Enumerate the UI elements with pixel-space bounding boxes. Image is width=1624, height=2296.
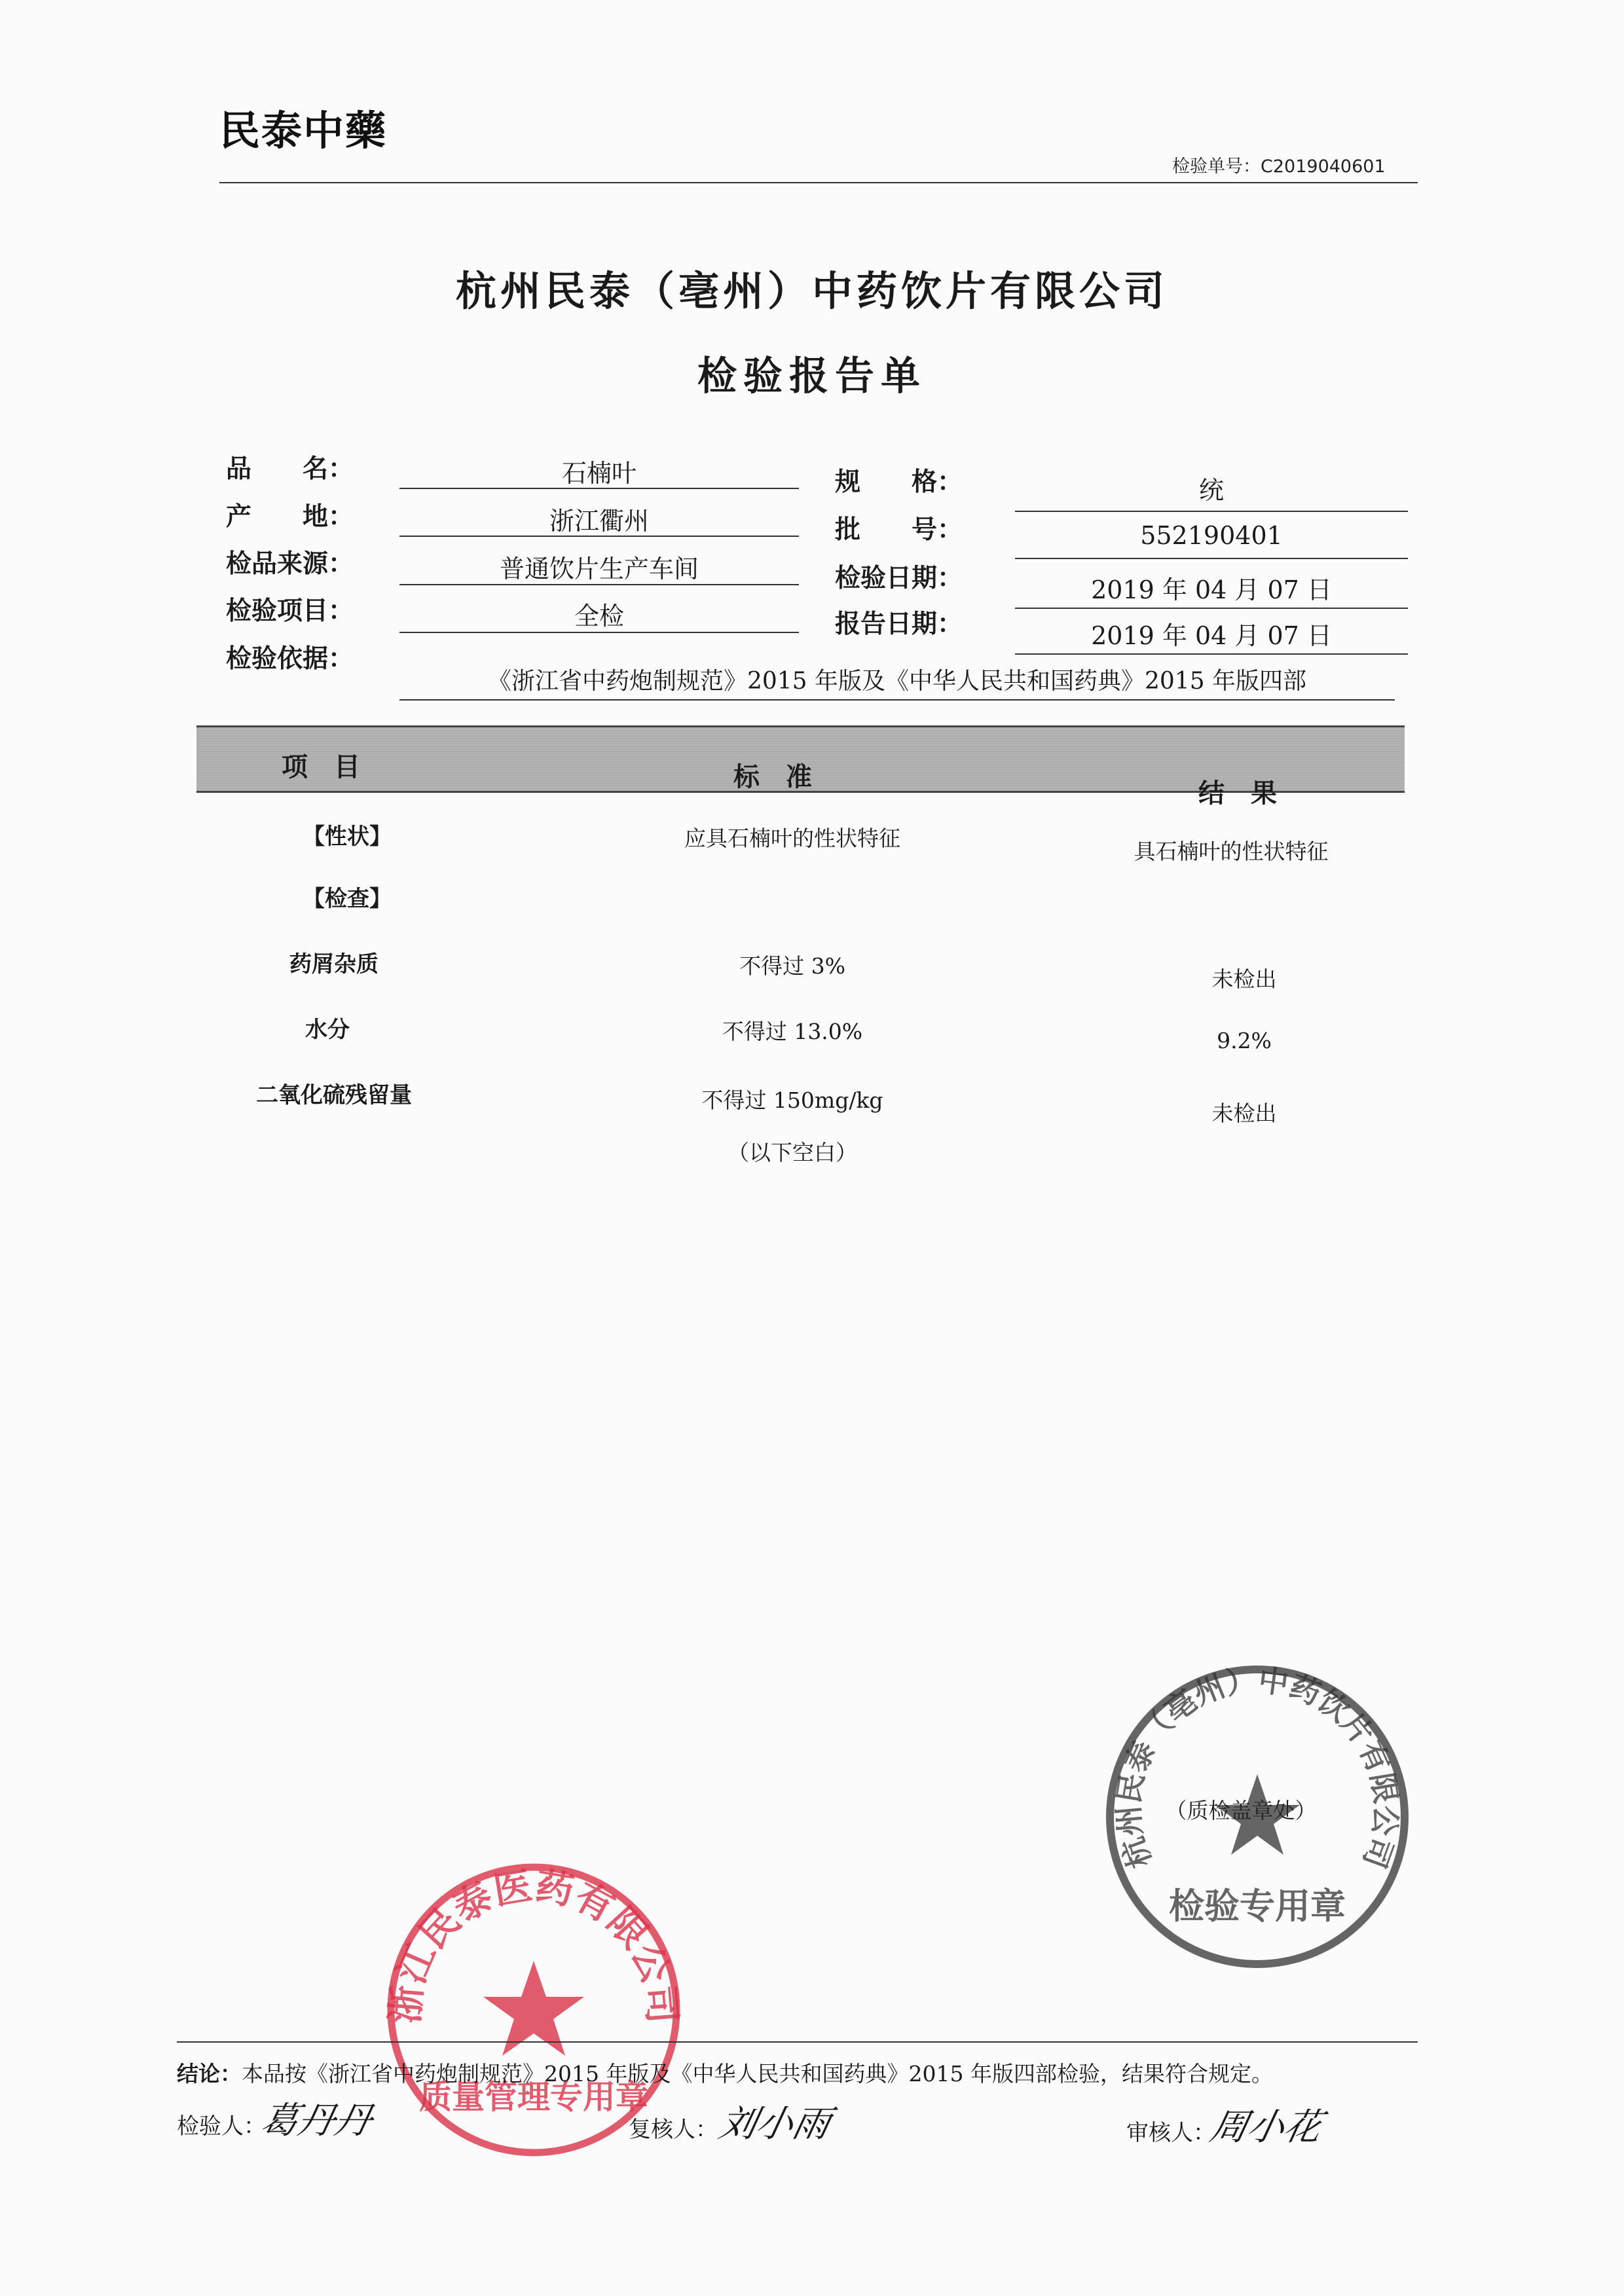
reviewer-label: 复核人： [629, 2117, 718, 2143]
column-header-standard: 标准 [733, 762, 838, 792]
row-standard: 不得过 3% [739, 953, 845, 979]
basis-underline [399, 699, 1395, 701]
inspector-signature: 葛丹丹 [257, 2100, 376, 2142]
row-result: 未检出 [1211, 1101, 1277, 1126]
company-logo: 民泰中藥 [219, 107, 388, 155]
column-header-item: 项目 [282, 752, 386, 782]
source-label: 检品来源： [226, 549, 354, 579]
reviewer-signature: 刘小雨 [715, 2103, 834, 2145]
report-number-value: C2019040601 [1261, 156, 1386, 177]
row-item: 【性状】 [303, 824, 392, 850]
basis-value: 《浙江省中药炮制规范》2015 年版及《中华人民共和国药典》2015 年版四部 [487, 668, 1307, 695]
report-date-label: 报告日期： [835, 610, 963, 639]
header-divider [219, 182, 1418, 183]
blank-note: （以下空白） [728, 1140, 857, 1165]
spec-value: 统 [1198, 476, 1224, 505]
qc-stamp-note: （质检盖章处） [1165, 1798, 1317, 1823]
row-standard: 应具石楠叶的性状特征 [684, 826, 900, 851]
test-date-underline [1015, 608, 1408, 609]
origin-value: 浙江衢州 [549, 507, 649, 536]
spec-underline [1015, 511, 1408, 512]
row-standard: 不得过 150mg/kg [701, 1087, 883, 1113]
test-item-value: 全检 [574, 602, 624, 630]
test-date-label: 检验日期： [835, 564, 963, 593]
batch-underline [1015, 558, 1408, 559]
source-value: 普通饮片生产车间 [499, 555, 699, 583]
company-title: 杭州民泰（亳州）中药饮片有限公司 [455, 267, 1168, 315]
conclusion-divider [177, 2041, 1418, 2043]
row-item: 二氧化硫残留量 [256, 1082, 412, 1108]
qc-stamp-outer-text: 杭州民泰（亳州）中药饮片有限公司 [1110, 1662, 1405, 1873]
test-date-value: 2019 年 04 月 07 日 [1091, 575, 1332, 604]
document-title: 检验报告单 [697, 354, 927, 399]
report-date-value: 2019 年 04 月 07 日 [1091, 621, 1332, 650]
quality-stamp-inner-text: 质量管理专用章 [419, 2078, 648, 2116]
column-header-result: 结果 [1198, 778, 1303, 809]
row-item: 水分 [305, 1017, 350, 1043]
qc-stamp-inner-text: 检验专用章 [1169, 1886, 1346, 1927]
name-underline [399, 488, 799, 489]
batch-value: 552190401 [1140, 521, 1283, 550]
origin-underline [399, 536, 799, 537]
approver-label: 审核人： [1126, 2120, 1215, 2146]
conclusion [177, 2057, 1273, 2088]
basis-label: 检验依据： [226, 644, 354, 674]
origin-label: 产 地： [226, 502, 354, 532]
conclusion-label: 结论： [177, 2061, 242, 2086]
report-date-underline [1015, 653, 1408, 655]
name-value: 石楠叶 [561, 459, 637, 488]
report-number [1172, 152, 1386, 177]
row-standard: 不得过 13.0% [722, 1019, 863, 1044]
quality-stamp-outer-text: 浙江民泰医药有限公司 [382, 1863, 685, 2026]
row-item: 【检查】 [303, 886, 392, 912]
spec-label: 规 格： [835, 467, 963, 497]
approver-signature: 周小花 [1206, 2106, 1325, 2149]
test-item-underline [399, 632, 799, 633]
table-top-rule [196, 725, 1405, 727]
inspector-label: 检验人： [177, 2113, 266, 2140]
row-result: 未检出 [1211, 966, 1277, 992]
test-item-label: 检验项目： [226, 596, 354, 626]
report-number-label: 检验单号： [1172, 156, 1261, 177]
name-label: 品 名： [226, 454, 354, 484]
batch-label: 批 号： [835, 515, 963, 545]
row-item: 药屑杂质 [289, 951, 378, 977]
row-result: 具石楠叶的性状特征 [1134, 839, 1329, 864]
conclusion-text: 本品按《浙江省中药炮制规范》2015 年版及《中华人民共和国药典》2015 年版四部检验，结果符合规定。 [242, 2061, 1273, 2086]
row-result: 9.2% [1217, 1028, 1272, 1053]
source-underline [399, 584, 799, 585]
